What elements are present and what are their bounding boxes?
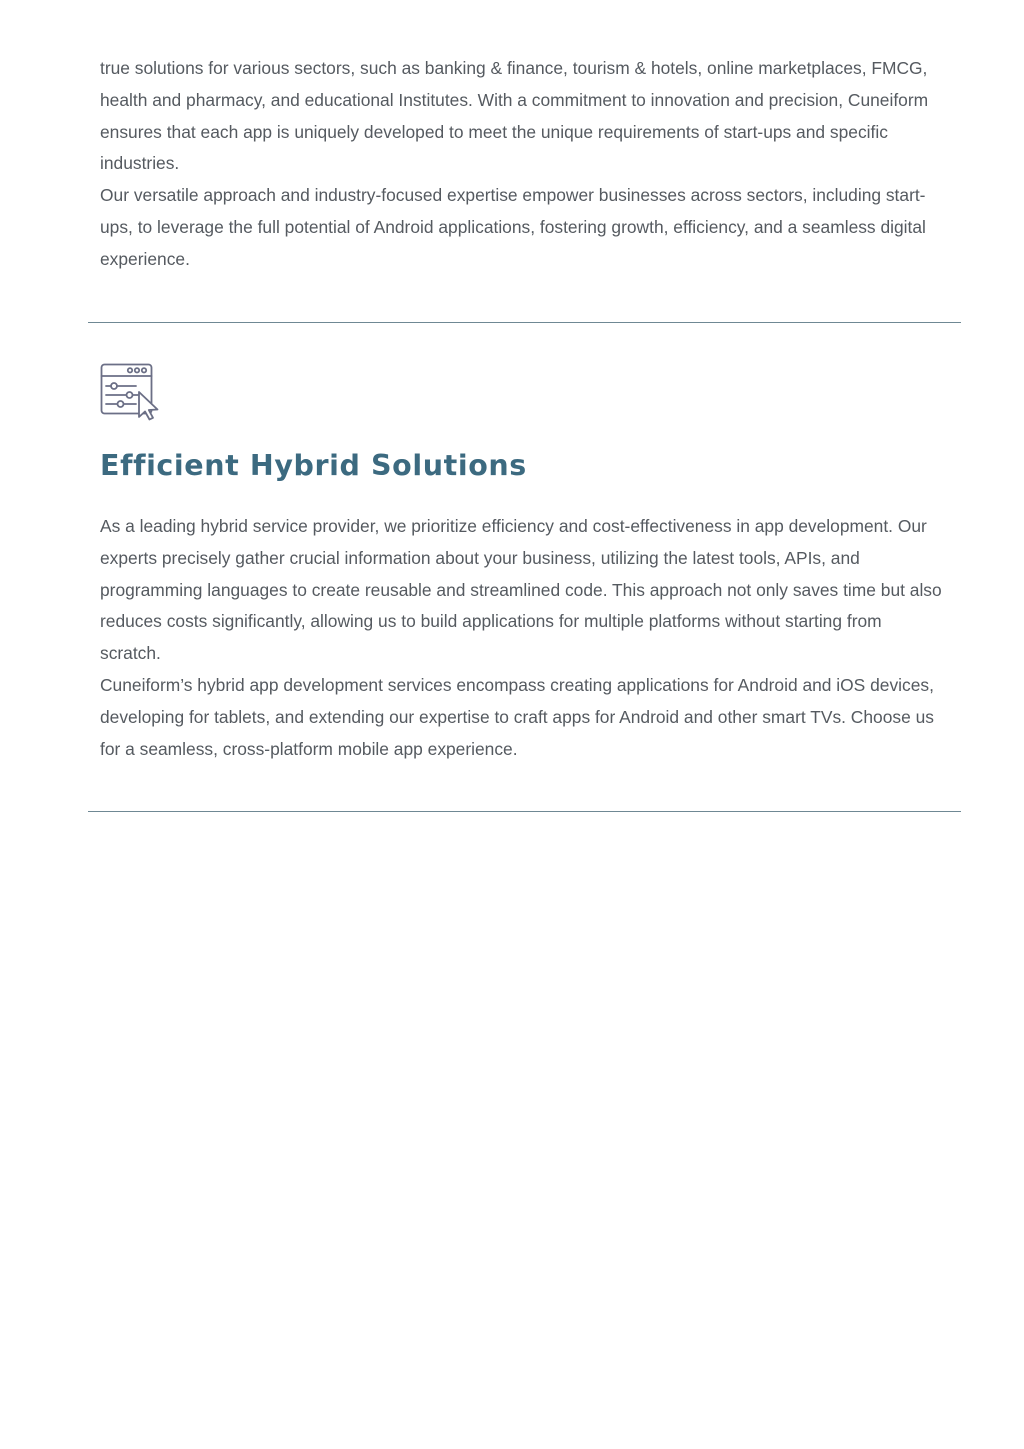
intro-paragraph-2: Our versatile approach and industry-focused expertise empower businesses across sectors, including start-ups, to leverage the full potential of Android applications, fostering growth, efficiency, and a seamless digital experience.	[100, 185, 926, 269]
hybrid-paragraph-1: As a leading hybrid service provider, we prioritize efficiency and cost-effectiveness in app development. Our experts precisely gather crucial information about your business, utilizing the latest tools, APIs, and programming languages to create reusable and streamlined code. This approach not only saves time but also reduces costs significantly, allowing us to build applications for multiple platforms without starting from scratch.	[100, 516, 942, 664]
section-divider-top	[88, 322, 961, 323]
section-divider-bottom	[88, 811, 961, 812]
intro-paragraph-1: true solutions for various sectors, such as banking & finance, tourism & hotels, online marketplaces, FMCG, health and pharmacy, and educational Institutes. With a commitment to innovation and precision, Cuneiform ensures that each app is uniquely developed to meet the unique requirements of start-ups and specific industries.	[100, 58, 929, 174]
hybrid-paragraph-2: Cuneiform’s hybrid app development services encompass creating applications for Android and iOS devices, developing for tablets, and extending our expertise to craft apps for Android and other smart TVs. Choose us for a seamless, cross-platform mobile app experience.	[100, 675, 934, 759]
browser-settings-cursor-icon	[100, 363, 160, 421]
section-title: Efficient Hybrid Solutions	[100, 449, 527, 482]
